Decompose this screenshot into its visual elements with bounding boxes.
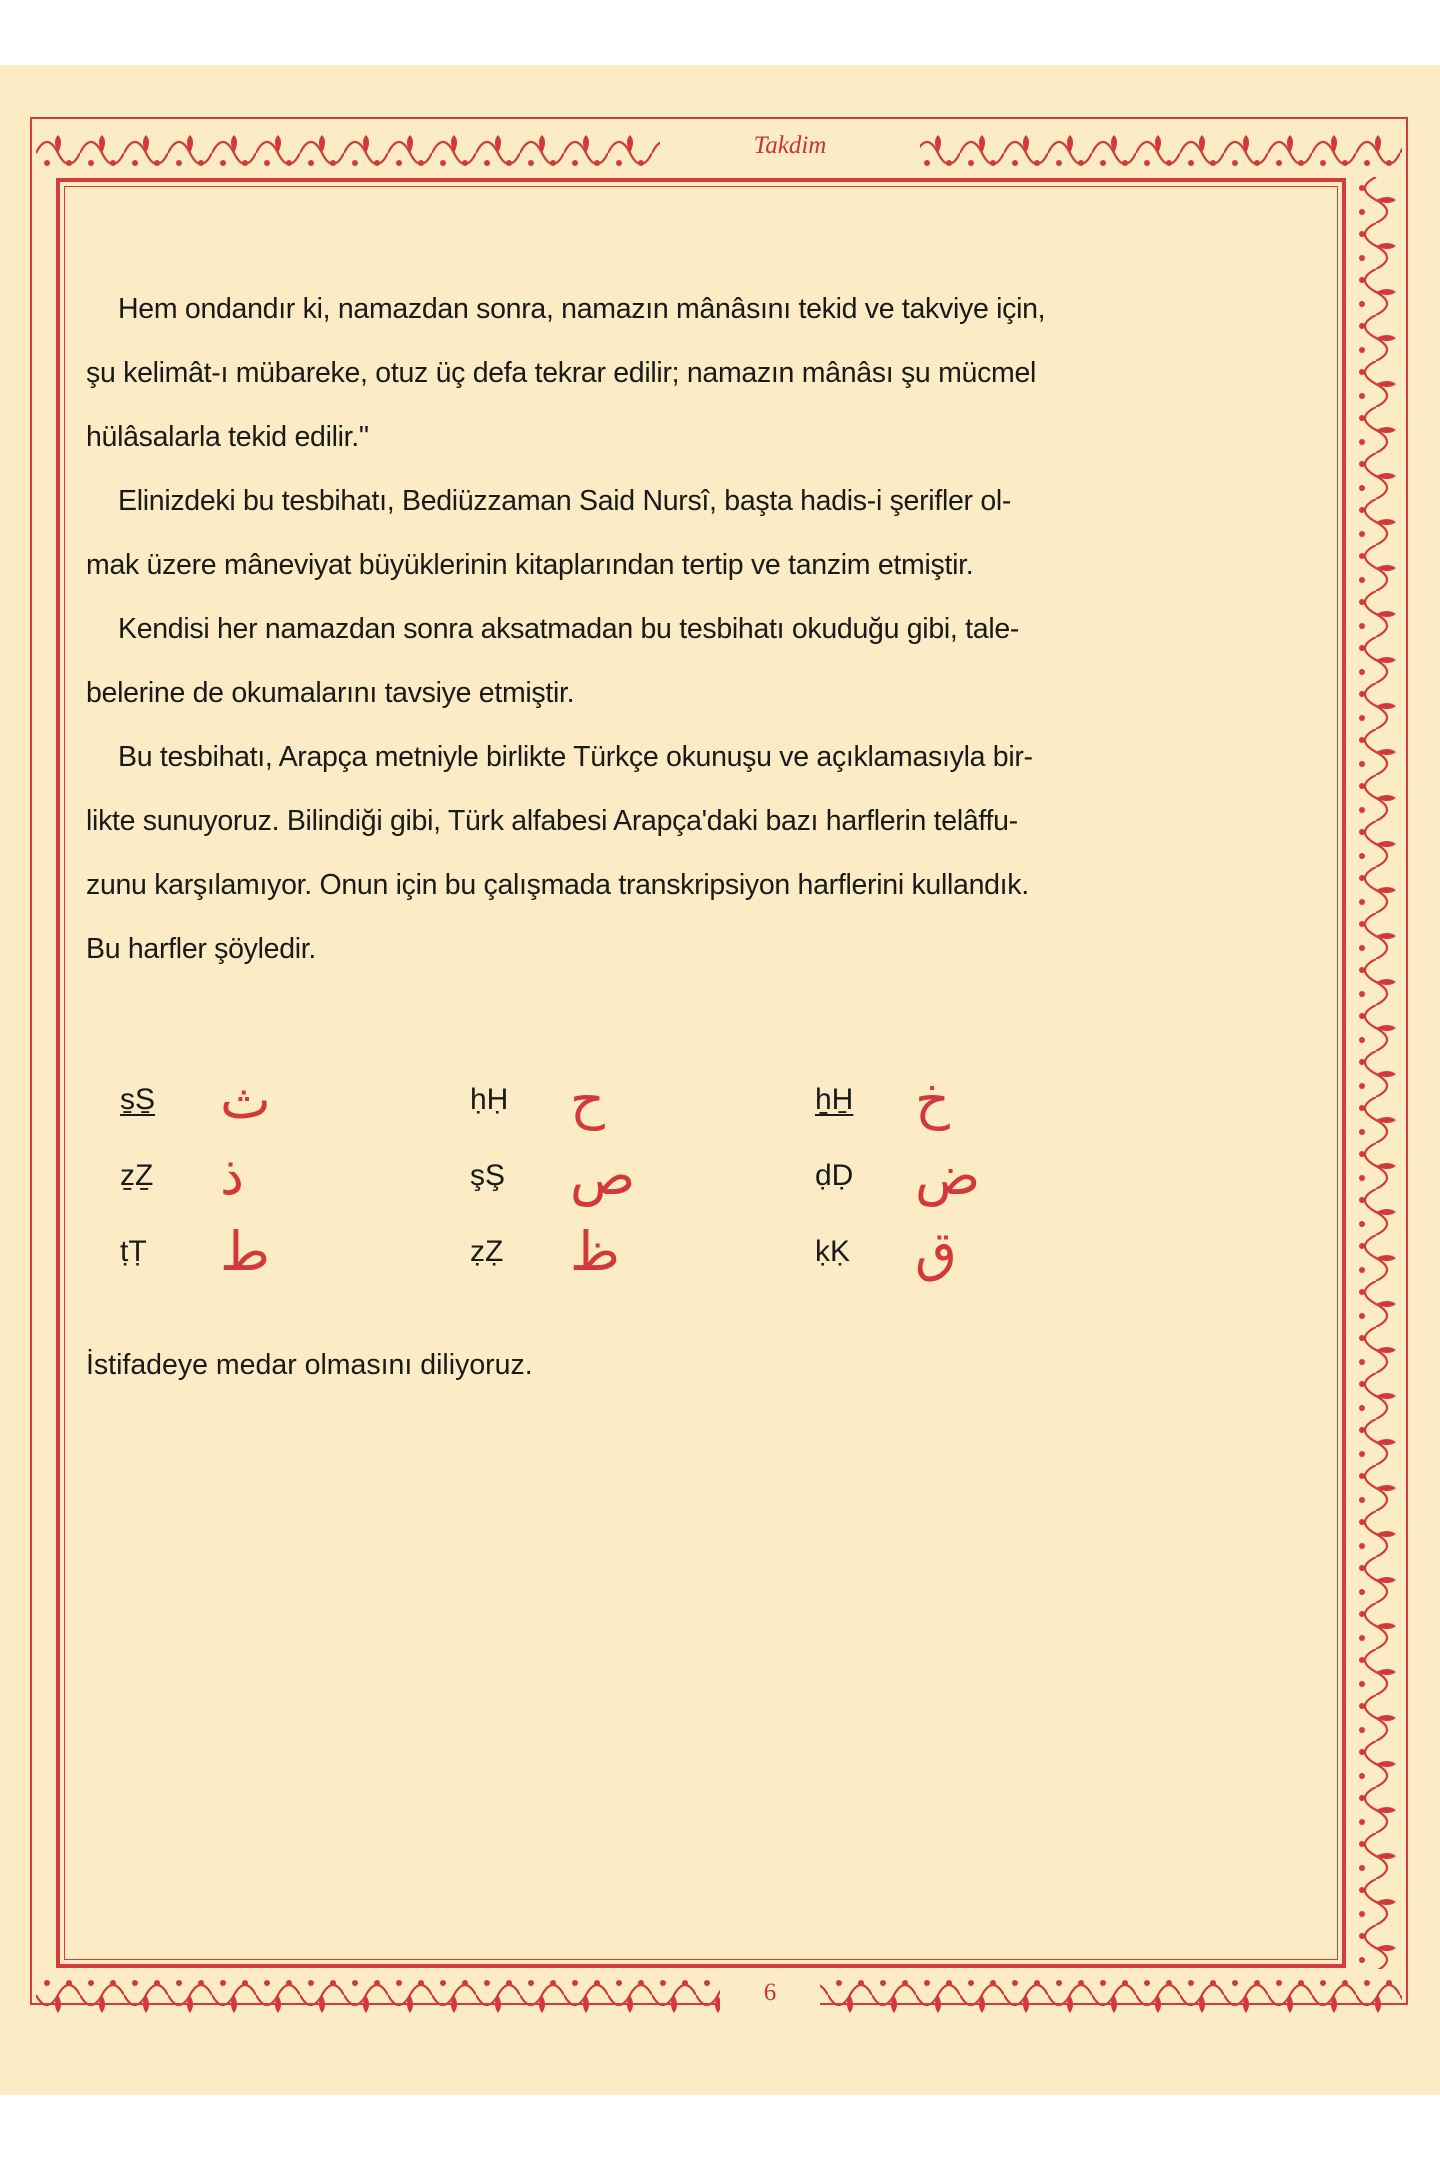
latin-letters: ḥḤ xyxy=(470,1083,509,1116)
body-text xyxy=(86,277,1306,981)
transcription-entry xyxy=(120,1141,244,1211)
arabic-letter: ق xyxy=(915,1220,957,1283)
latin-letters: şŞ xyxy=(470,1159,506,1192)
arabic-letter: ط xyxy=(220,1220,270,1283)
arabic-letter: خ xyxy=(915,1068,950,1131)
transcription-table xyxy=(120,1065,1120,1305)
transcription-entry xyxy=(120,1217,270,1287)
text-line: şu kelimât-ı mübareke, otuz üç defa tekrar edilir; namazın mânâsı şu mücmel xyxy=(86,357,1037,389)
text-line: belerine de okumalarını tavsiye etmiştir. xyxy=(86,677,575,709)
page-number: 6 xyxy=(720,1971,820,2013)
book-page xyxy=(0,65,1440,2095)
closing-line: İstifadeye medar olmasını diliyoruz. xyxy=(86,1349,533,1381)
arabic-letter: ص xyxy=(570,1144,636,1207)
right-ornament-band xyxy=(1350,177,1404,1969)
latin-letters: ḍḌ xyxy=(815,1159,854,1192)
running-title: Takdim xyxy=(660,125,920,167)
transcription-entry xyxy=(470,1217,620,1287)
text-line: likte sunuyoruz. Bilindiği gibi, Türk alfabesi Arapça'daki bazı harflerin telâffu- xyxy=(86,805,1018,837)
latin-letters: ẖH̱ xyxy=(815,1083,854,1116)
arabic-letter: ذ xyxy=(220,1144,245,1207)
text-line: mak üzere mâneviyat büyüklerinin kitaplarından tertip ve tanzim etmiştir. xyxy=(86,549,974,581)
transcription-entry xyxy=(470,1065,605,1135)
text-line: Kendisi her namazdan sonra aksatmadan bu tesbihatı okuduğu gibi, tale- xyxy=(118,613,1020,645)
paragraph-3 xyxy=(86,597,1306,725)
latin-letters: ḳḲ xyxy=(815,1235,851,1268)
text-line: Hem ondandır ki, namazdan sonra, namazın mânâsını tekid ve takviye için, xyxy=(118,293,1046,325)
arabic-letter: ض xyxy=(915,1144,981,1207)
paragraph-1 xyxy=(86,277,1306,469)
bottom-ornament-band xyxy=(36,1971,1402,2021)
arabic-letter: ث xyxy=(220,1068,271,1131)
paragraph-2 xyxy=(86,469,1306,597)
text-line: zunu karşılamıyor. Onun için bu çalışmada transkripsiyon harflerini kullandık. xyxy=(86,869,1029,901)
right-ornament-svg xyxy=(1350,177,1404,1969)
text-line: Bu tesbihatı, Arapça metniyle birlikte Türkçe okunuşu ve açıklamasıyla bir- xyxy=(118,741,1033,773)
bottom-ornament-svg xyxy=(36,1971,1402,2021)
paragraph-4 xyxy=(86,725,1306,981)
latin-letters: ẓẒ xyxy=(470,1235,504,1268)
text-line: Bu harfler şöyledir. xyxy=(86,933,317,965)
text-line: Elinizdeki bu tesbihatı, Bediüzzaman Said Nursî, başta hadis-i şerifler ol- xyxy=(118,485,1012,517)
transcription-entry xyxy=(470,1141,635,1211)
latin-letters: ṭṬ xyxy=(120,1235,147,1268)
transcription-entry xyxy=(815,1065,950,1135)
latin-letters: s̱S̱ xyxy=(120,1083,156,1116)
transcription-entry xyxy=(120,1065,271,1135)
text-line: hülâsalarla tekid edilir." xyxy=(86,421,369,453)
arabic-letter: ح xyxy=(570,1068,605,1131)
transcription-entry xyxy=(815,1217,957,1287)
transcription-entry xyxy=(815,1141,980,1211)
latin-letters: ẕẔ xyxy=(120,1159,154,1192)
arabic-letter: ظ xyxy=(570,1220,620,1283)
